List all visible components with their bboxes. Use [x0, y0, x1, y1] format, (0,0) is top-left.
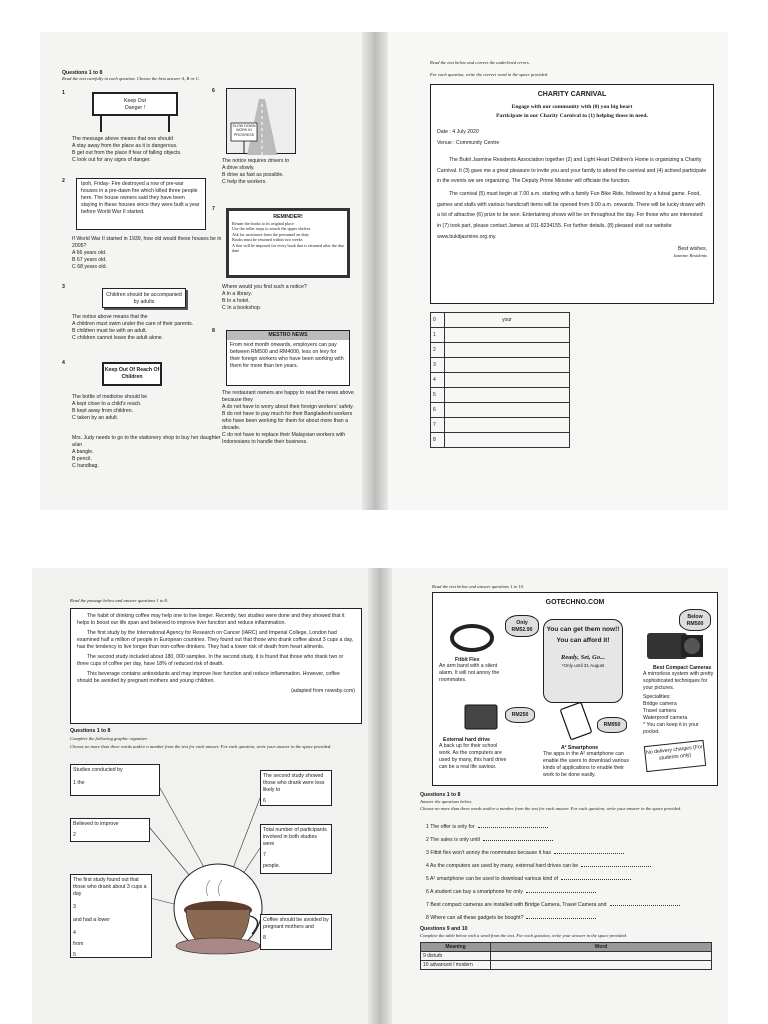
q8-news-text: From next month onwards, employers can pay between RM500 and RM4000, less on levy for their foreign workers who have been working with them for more than ten years. [230, 342, 344, 370]
smartphone-desc: The apps in the A² smartphone can enable the users to download various kinds of applications to enable their work to be done easily. [543, 751, 629, 779]
worksheet-page-2 [388, 32, 728, 510]
question-item [426, 876, 716, 883]
q1-question: The message above means that one should A stay away from the place as it is dangerous. B get out from the place if fear of falling objects. C look out for any signs of danger. [72, 136, 182, 164]
q6-number: 6 [212, 88, 215, 94]
carnival-paragraph-1: The Bukit Jasmine Residents Association together (2) and Light Heart Children's Home is organizing a Charity Carnival. It (3) gave me a great pleasure to invite you and your family to attend the carnival and (4) actived participate in the events we are organizing. The Deputy Prime Minister will officiate the function. [437, 157, 707, 185]
answer-blank[interactable] [581, 866, 651, 867]
question-item [426, 902, 716, 909]
carnival-venue: Venue : Community Centre [437, 140, 500, 147]
coffee-passage [70, 608, 362, 724]
q6-road-picture [226, 88, 296, 154]
q8-news-box [226, 330, 350, 386]
q3-question: The notice above means that the A children must swim under the care of their parents. B children must be with an adult. C children cannot leave the adult alone. [72, 314, 194, 342]
answer-number: 4 [431, 373, 445, 388]
answer-table-body [431, 313, 570, 448]
answer-number: 7 [431, 418, 445, 433]
q2-question: If World War II started in 1939, how old would these houses be in 2005? A 66 years old. B 67 years old. C 68 years old. [72, 236, 222, 271]
answer-field[interactable] [445, 418, 570, 433]
passage-paragraph: The second study included about 180, 000 samples. In the second study, it is found that those who drank two or three cups of coffee per day, have 18% of reduced risk of death. [77, 654, 344, 668]
answer-row [431, 433, 570, 448]
p4-heading: Questions 1 to 8 [420, 792, 461, 798]
question-item [426, 850, 716, 857]
question-item [426, 863, 716, 870]
offer-burst: You can get them now!! You can afford it! Ready, Set, Go... *Only until 31 August [543, 619, 623, 703]
p3-instruction-2: Complete the following graphic organiser. [70, 736, 148, 741]
answer-row [431, 403, 570, 418]
camera-desc: A mirrorless system with pretty sophisticated techniques for your pictures. Specialities: Bridge camera Travel camera Waterproof camera * You can keep it in your pocket. [643, 671, 714, 736]
road-illustration [227, 89, 297, 155]
q1-sign-post [100, 116, 102, 132]
site-name: GOTECHNO.COM [545, 599, 605, 606]
worksheet-page-4 [392, 568, 728, 1024]
answer-field[interactable] [445, 403, 570, 418]
smartphone-picture [557, 701, 597, 741]
row-10-meaning: 10 advanced / modern [421, 961, 491, 970]
p3-heading: Questions 1 to 8 [70, 728, 111, 734]
answer-blank[interactable] [561, 879, 631, 880]
camera-picture [645, 627, 705, 663]
p3-instruction-3: Choose no more than three words and/or a number from the text for each answer. For each question, write your answer in the space provided. [70, 744, 332, 749]
carnival-subtitle-2: Participate in our Charity Carnival to (1) helping those in need. [496, 113, 648, 119]
q7-number: 7 [212, 206, 215, 212]
answer-field[interactable] [445, 358, 570, 373]
answer-blank[interactable] [478, 827, 548, 828]
question-item [426, 837, 716, 844]
worksheet-page-1 [40, 32, 370, 510]
organiser-box-1: Studies conducted by 1 the [70, 764, 160, 796]
price-burst-below: Below RM500 [679, 609, 711, 631]
answer-number: 0 [431, 313, 445, 328]
q8-number: 8 [212, 328, 215, 334]
smartphone-title: A² Smartphone [561, 745, 599, 751]
answer-field[interactable] [445, 343, 570, 358]
answer-number: 1 [431, 328, 445, 343]
question-text: 4 As the computers are used by many, external hard drives can be [426, 863, 579, 870]
p4-instruction-2: Answer the questions below. [420, 799, 472, 804]
carnival-paragraph-2: The carnival (5) must begin at 7.00 a.m. starting with a family Fun Bike Ride, followed by a futsal game. Food, games and stalls with various handicraft items will be opened from 9.00 a.m. onwards. There will be lucky draws with a lot of attractive (6) prize to be won. Entertaining shows will be on throughout the day. For those who are interested in (7) took part, please contact James at 011-8234155. For further details, (8) pleased visit our website www.bukitjasmine.org.my. [437, 191, 705, 240]
book-gutter [368, 568, 392, 1024]
meaning-table [420, 942, 712, 970]
answer-field[interactable] [445, 433, 570, 448]
organiser-box-3: The first study found out that those who drank about 3 cups a day 3 and had a lower 4 from 5 [70, 874, 152, 958]
q7-question: Where would you find such a notice? A In a library. B In a hotel. C In a bookshop. [222, 284, 307, 312]
answer-table [430, 312, 570, 448]
p1-instruction: Read the text carefully in each question. Choose the best answer A, B or C. [62, 76, 200, 81]
hard-drive-picture [461, 701, 501, 733]
q2-number: 2 [62, 178, 65, 184]
answer-field[interactable]: your [445, 313, 570, 328]
p4-instruction-4: Complete the table below with a word from the text. For each question, write your answer in the space provided. [420, 933, 627, 938]
q5-question: Mrs. Judy needs to go to the stationery shop to buy her daughter a/an A bangle. B pencil. C handbag. [72, 435, 221, 470]
p2-instruction-2: For each question, write the correct word in the space provided. [430, 72, 549, 77]
hard-drive-title: External hard drive [443, 737, 490, 743]
answer-number: 2 [431, 343, 445, 358]
q6-sign-text: SLOW DOWN WORK IN PROGRESS [232, 124, 256, 137]
answer-row [431, 343, 570, 358]
answer-field[interactable] [445, 328, 570, 343]
answer-field[interactable] [445, 388, 570, 403]
q6-question: The notice requires drivers to A drive slowly. B drive as fast as possible. C help the workers. [222, 158, 290, 186]
answer-row [431, 313, 570, 328]
price-burst-rm250: RM250 [505, 707, 535, 723]
answer-blank[interactable] [610, 905, 680, 906]
q2-news-box: Ipoh, Friday- Fire destroyed a row of pre-war houses in a pre-dawn fire which killed three people here. The house owners said they have been staying in these houses since they were built a year before World War II started. [76, 178, 206, 230]
q4-number: 4 [62, 360, 65, 366]
question-text: 1 The offer is only for [426, 824, 475, 830]
question-text: 5 A² smartphone can be used to download various kind of [426, 876, 559, 883]
p4-instruction: Read the text below and answer questions 1 to 10. [432, 584, 525, 589]
organiser-box-6: The second study showed those who drank were less likely to 6 [260, 770, 332, 806]
carnival-title: CHARITY CARNIVAL [537, 91, 607, 98]
answer-row [431, 388, 570, 403]
answer-blank[interactable] [554, 853, 624, 854]
row-10-answer[interactable] [491, 961, 712, 970]
price-burst-only: Only RM52.90 [505, 615, 539, 637]
carnival-sign-off: Best wishes, [677, 246, 707, 253]
fitbit-desc: An arm band with a silent alarm. It will not annoy the roommates. [439, 663, 500, 684]
q3-number: 3 [62, 284, 65, 290]
q4-label: Keep Out Of Reach Of Children [102, 362, 162, 386]
q1-number: 1 [62, 90, 65, 96]
answer-field[interactable] [445, 373, 570, 388]
p4-heading-2: Questions 9 and 10 [420, 926, 468, 932]
organiser-box-7: Total number of participants involved in both studies were 7 people. [260, 824, 332, 874]
no-delivery-note: No delivery charges (For students only) [644, 740, 706, 772]
question-text: 8 Where can all these gadgets be bought? [426, 915, 524, 922]
q1-sign-post [168, 116, 170, 132]
charity-carnival-notice [430, 84, 714, 304]
answer-row [431, 358, 570, 373]
question-text: 6 A student can buy a smartphone for only [426, 889, 523, 896]
word-header: Word [491, 943, 712, 952]
camera-title: Best Compact Cameras [653, 665, 712, 671]
book-gutter [362, 32, 388, 510]
q7-title: REMINDER! [273, 214, 303, 220]
passage-paragraph: The first study by the International Agency for Research on Cancer (IARC) and Imperial College, London had examined half a million of people in European countries. They found out that those who drank coffee about 3 cups a day, has the tendency to live longer than non-coffee drinkers. They had a lower risk of death from heart ailments. [77, 630, 354, 651]
answer-number: 8 [431, 433, 445, 448]
q7-reminder-notice: REMINDER! Return the books to its original place Use the roller steps to search the upper shelves Ask for assistance from the personnel on duty Books must be returned within two weeks A fine will be imposed for every book that is returned after the due date [226, 208, 350, 278]
p4-instruction-3: Choose no more than three words and/or a number from the text for each answer. For each question, write your answer in the space provided. [420, 806, 682, 811]
passage-paragraph: The habit of drinking coffee may help one to live longer. Recently, two studies were done and they showed that it helps to boost our life span and believed to improve liver function and reduce inflammation. [77, 613, 345, 627]
fitbit-band-picture [447, 621, 497, 655]
answer-blank[interactable] [526, 892, 596, 893]
fitbit-title: Fitbit Flex [455, 657, 480, 663]
carnival-subtitle-1: Engage with our community with (0) you big heart [511, 104, 633, 110]
carnival-signature: Jasmine Residents [673, 253, 707, 259]
question-item [426, 824, 716, 831]
meaning-header: Meaning [421, 943, 491, 952]
question-text: 3 Fitbit flex won't annoy the roommates because it has [426, 850, 551, 857]
worksheet-page-3 [32, 568, 372, 1024]
answer-number: 3 [431, 358, 445, 373]
answer-number: 6 [431, 403, 445, 418]
question-item [426, 915, 716, 922]
answer-row [431, 328, 570, 343]
q8-question: The restaurant owners are happy to read the news above because they A do not have to worry about their foreign workers' safety. B do not have to pay much for their Bangladeshi workers who have been working for them for about more than a decade. C do not have to replace their Malaysian workers with Indonesians to handle their business. [222, 390, 354, 446]
answer-blank[interactable] [526, 918, 596, 919]
answer-row [431, 373, 570, 388]
p1-heading: Questions 1 to 8 [62, 70, 103, 76]
question-text: 7 Best compact cameras are installed with Bridge Camera, Travel Camera and [426, 902, 607, 909]
q4-question: The bottle of medicine should be A kept close to a child's reach. B kept away from children. C taken by an adult. [72, 394, 147, 422]
passage-paragraph: This beverage contains antioxidants and may improve liver function and reduce inflammation. However, coffee should be avoided by pregnant mothers and young children. [77, 671, 340, 685]
q8-title: MESTRO NEWS [227, 331, 349, 340]
organiser-box-8: Coffee should be avoided by pregnant mothers and 8 [260, 914, 332, 950]
question-text: 2 The sales is only until [426, 837, 480, 844]
price-burst-rm950: RM950 [597, 717, 627, 733]
answer-row [431, 418, 570, 433]
p4-question-list [426, 824, 716, 928]
p2-instruction-1: Read the text below and correct the underlined errors. [430, 60, 530, 65]
passage-source: (adapted from nowsby.com) [291, 688, 355, 695]
p3-instruction: Read the passage below and answer questions 1 to 8. [70, 598, 168, 603]
row-9-meaning: 9 disturb [421, 952, 491, 961]
hard-drive-desc: A back up for their school work. As the computers are used by many, this hard drive can be a real life saviour. [439, 743, 507, 771]
q1-sign: Keep Out Danger ! [92, 92, 178, 116]
answer-number: 5 [431, 388, 445, 403]
question-item [426, 889, 716, 896]
q3-sign: Children should be accompanied by adults [102, 288, 186, 308]
organiser-box-2: Believed to improve 2 [70, 818, 150, 842]
row-9-answer[interactable] [491, 952, 712, 961]
answer-blank[interactable] [483, 840, 553, 841]
carnival-date: Date : 4 July 2020 [437, 129, 479, 135]
gotechno-advert [432, 592, 718, 786]
